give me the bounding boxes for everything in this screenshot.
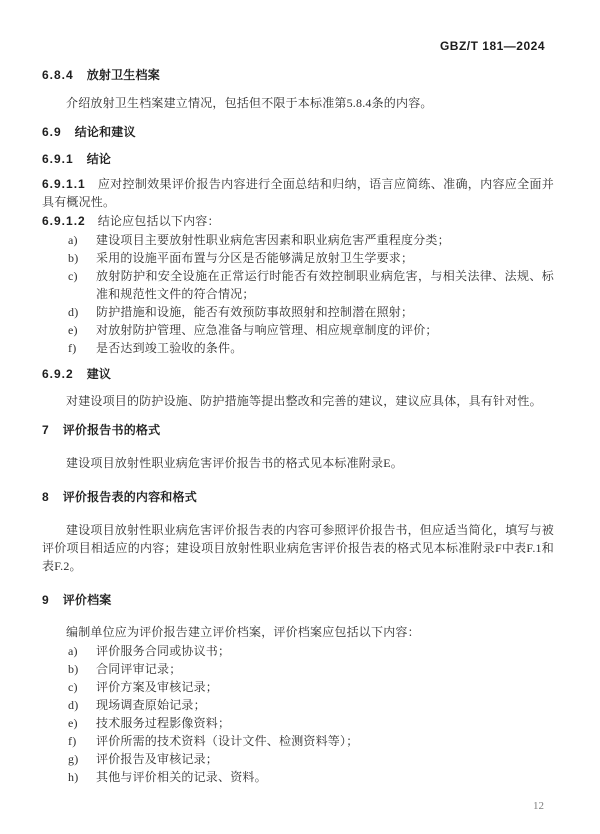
clause-number: 6.9.1.2 <box>42 214 86 228</box>
list-item <box>42 303 554 321</box>
list-item <box>42 714 554 732</box>
heading-8 <box>42 488 554 506</box>
list-item-label: f) <box>68 341 77 355</box>
list-item-text: 合同评审记录； <box>96 662 182 676</box>
heading-9 <box>42 591 554 609</box>
list-6-9-1-2 <box>42 231 554 357</box>
list-item-text: 现场调查原始记录； <box>96 698 206 712</box>
clause-number: 6.9.1.1 <box>42 177 86 191</box>
list-item <box>42 642 554 660</box>
list-item-label: f) <box>68 734 77 748</box>
clause-number: 8 <box>42 490 50 504</box>
list-item <box>42 249 554 267</box>
page-number-footer: 12 <box>533 800 544 812</box>
list-item-text: 建设项目主要放射性职业病危害因素和职业病危害严重程度分类； <box>96 233 450 247</box>
clause-title: 评价报告表的内容和格式 <box>62 490 197 504</box>
paragraph-9: 编制单位应为评价报告建立评价档案，评价档案应包括以下内容： <box>66 625 420 639</box>
clause-number: 6.9.1 <box>42 152 74 166</box>
list-item-text: 评价报告及审核记录； <box>96 752 219 766</box>
document-body <box>42 66 554 786</box>
list-item-text: 其他与评价相关的记录、资料。 <box>96 770 267 784</box>
list-item <box>42 696 554 714</box>
paragraph-6-9-2: 对建设项目的防护设施、防护措施等提出整改和完善的建议，建议应具体，具有针对性。 <box>66 394 542 408</box>
clause-title: 放射卫生档案 <box>86 68 160 82</box>
paragraph-6-9-1-1 <box>42 175 554 211</box>
paragraph-8: 建设项目放射性职业病危害评价报告表的内容可参照评价报告书，但应适当简化，填写与被评价项目相适应的内容；建设项目放射性职业病危害评价报告表的格式见本标准附录F中表F.1和表F.2。 <box>42 523 555 573</box>
list-item-text: 放射防护和安全设施在正常运行时能否有效控制职业病危害，与相关法律、法规、标准和规范性文件的符合情况； <box>96 269 554 301</box>
list-item-label: a) <box>68 233 78 247</box>
paragraph-6-8-4: 介绍放射卫生档案建立情况，包括但不限于本标准第5.8.4条的内容。 <box>66 96 433 110</box>
list-item-label: b) <box>68 662 79 676</box>
list-item <box>42 231 554 249</box>
list-item <box>42 339 554 357</box>
list-item-text: 评价所需的技术资料（设计文件、检测资料等）； <box>96 734 359 748</box>
clause-text: 应对控制效果评价报告内容进行全面总结和归纳，语言应简练、准确，内容应全面并具有概况性。 <box>42 177 554 209</box>
list-item-label: h) <box>68 770 79 784</box>
list-item-label: d) <box>68 305 79 319</box>
list-item-label: g) <box>68 752 79 766</box>
clause-title: 建议 <box>86 367 112 381</box>
list-item-text: 对放射防护管理、应急准备与响应管理、相应规章制度的评价； <box>96 323 438 337</box>
clause-number: 6.9 <box>42 125 62 139</box>
heading-6-9-2 <box>42 365 554 383</box>
list-item-label: c) <box>68 680 78 694</box>
list-item-text: 是否达到竣工验收的条件。 <box>96 341 243 355</box>
list-item <box>42 267 554 303</box>
heading-6-9 <box>42 123 554 141</box>
list-item <box>42 660 554 678</box>
clause-title: 结论 <box>86 152 112 166</box>
list-item-text: 评价方案及审核记录； <box>96 680 219 694</box>
list-item-text: 评价服务合同或协议书； <box>96 644 231 658</box>
list-item-label: c) <box>68 269 78 283</box>
heading-6-9-1 <box>42 150 554 168</box>
list-item <box>42 768 554 786</box>
list-item <box>42 678 554 696</box>
heading-6-8-4 <box>42 66 554 84</box>
list-item-text: 防护措施和设施，能否有效预防事故照射和控制潜在照射； <box>96 305 414 319</box>
clause-number: 6.8.4 <box>42 68 74 82</box>
clause-title: 评价档案 <box>62 593 112 607</box>
clause-title: 结论和建议 <box>74 125 136 139</box>
paragraph-6-9-1-2 <box>42 212 554 230</box>
list-9 <box>42 642 554 786</box>
heading-7 <box>42 421 554 439</box>
clause-number: 9 <box>42 593 50 607</box>
list-item <box>42 750 554 768</box>
paragraph-7: 建设项目放射性职业病危害评价报告书的格式见本标准附录E。 <box>66 456 403 470</box>
list-item-label: a) <box>68 644 78 658</box>
list-item <box>42 321 554 339</box>
list-item-label: e) <box>68 716 78 730</box>
clause-text: 结论应包括以下内容： <box>97 214 220 228</box>
list-item-label: b) <box>68 251 79 265</box>
clause-title: 评价报告书的格式 <box>62 423 161 437</box>
list-item-label: d) <box>68 698 79 712</box>
doc-code-header: GBZ/T 181—2024 <box>439 39 545 53</box>
list-item-text: 技术服务过程影像资料； <box>96 716 231 730</box>
list-item-label: e) <box>68 323 78 337</box>
list-item-text: 采用的设施平面布置与分区是否能够满足放射卫生学要求； <box>96 251 414 265</box>
clause-number: 7 <box>42 423 50 437</box>
clause-number: 6.9.2 <box>42 367 74 381</box>
list-item <box>42 732 554 750</box>
